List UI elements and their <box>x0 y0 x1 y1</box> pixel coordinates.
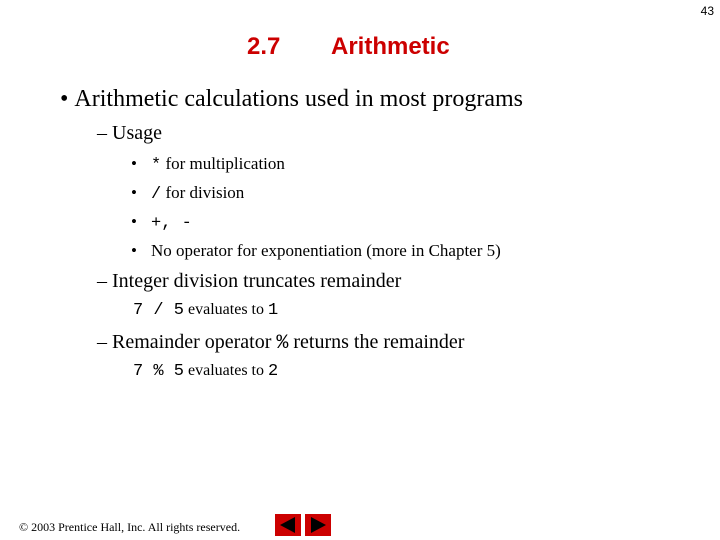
page-number: 43 <box>700 4 714 18</box>
title-text: Arithmetic <box>331 33 450 60</box>
integer-division-example <box>133 301 278 320</box>
dash-marker: – <box>97 270 112 292</box>
copyright-symbol: © <box>19 520 29 534</box>
dash-marker: – <box>97 331 112 353</box>
remainder-heading-after: returns the remainder <box>288 331 465 353</box>
remainder-example <box>133 362 278 381</box>
example-result: 1 <box>267 301 279 320</box>
usage-heading-text: Usage <box>112 122 162 144</box>
usage-item-text: for division <box>161 183 245 202</box>
dash-marker: – <box>97 122 112 144</box>
bullet-dot: • <box>131 183 137 202</box>
example-text: evaluates to <box>184 301 268 318</box>
usage-item-code: +, - <box>151 214 192 233</box>
usage-item-exponentiation <box>131 241 501 262</box>
bullet-dot: • <box>60 86 75 112</box>
remainder-heading-before: Remainder operator <box>112 331 277 353</box>
usage-item-add-subtract <box>131 212 192 233</box>
usage-item-division <box>131 183 244 204</box>
copyright-footer <box>19 520 240 535</box>
bullet-dot: • <box>131 241 137 260</box>
integer-division-heading <box>97 270 401 293</box>
remainder-heading <box>97 331 464 355</box>
copyright-text: 2003 Prentice Hall, Inc. All rights reserved. <box>28 520 241 534</box>
usage-heading <box>97 122 162 145</box>
example-text: evaluates to <box>184 362 268 379</box>
title-number: 2.7 <box>247 33 281 60</box>
usage-item-code: * <box>151 156 162 175</box>
bullet-dot: • <box>131 212 137 231</box>
example-result: 2 <box>267 362 279 381</box>
integer-division-text: Integer division truncates remainder <box>112 270 402 292</box>
example-code: 7 / 5 <box>133 301 185 320</box>
arrow-right-icon <box>305 514 331 536</box>
arrow-left-icon <box>275 514 301 536</box>
main-bullet-text: Arithmetic calculations used in most programs <box>74 86 523 112</box>
remainder-operator: % <box>276 332 289 355</box>
main-bullet <box>60 86 523 113</box>
usage-item-multiplication <box>131 154 285 175</box>
next-slide-button[interactable] <box>305 514 331 536</box>
example-code: 7 % 5 <box>133 362 185 381</box>
usage-item-code: / <box>151 185 162 204</box>
bullet-dot: • <box>131 154 137 173</box>
usage-item-text: for multiplication <box>161 154 285 173</box>
previous-slide-button[interactable] <box>275 514 301 536</box>
usage-item-text: No operator for exponentiation (more in Chapter 5) <box>151 241 501 260</box>
